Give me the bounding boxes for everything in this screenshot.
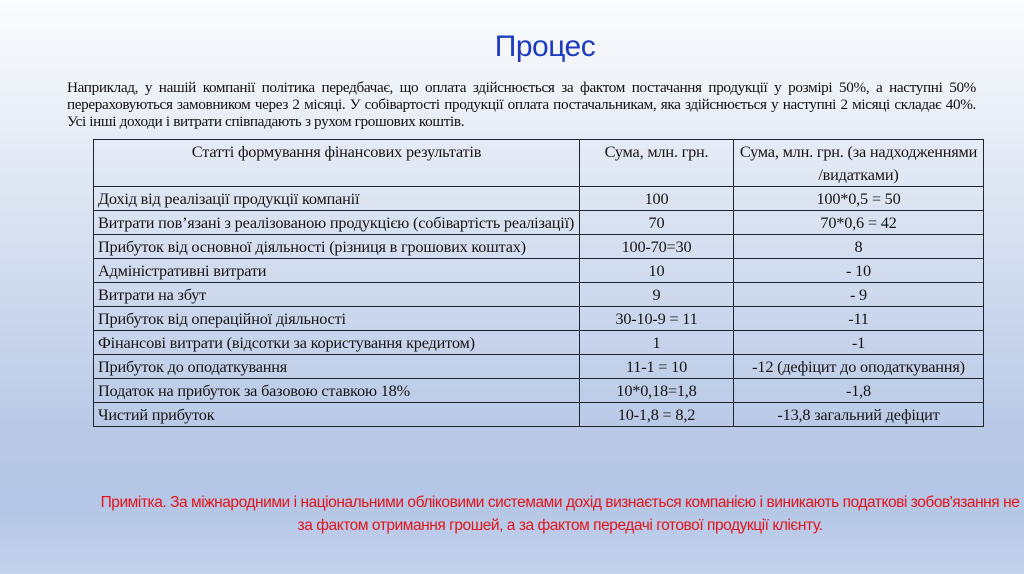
row-sum: 10-1,8 = 8,2 [580, 403, 734, 427]
table-row [94, 187, 984, 211]
row-item: Витрати пов’язані з реалізованою продукцією (собівартість реалізації) [94, 211, 580, 235]
row-item: Прибуток від операційної діяльності [94, 307, 580, 331]
row-sum: 1 [580, 331, 734, 355]
row-cash: -13,8 загальний дефіцит [734, 403, 984, 427]
table-row [94, 211, 984, 235]
table-row [94, 379, 984, 403]
row-sum: 100 [580, 187, 734, 211]
row-item: Фінансові витрати (відсотки за користування кредитом) [94, 331, 580, 355]
row-sum: 100-70=30 [580, 235, 734, 259]
row-cash: 70*0,6 = 42 [734, 211, 984, 235]
table-row [94, 355, 984, 379]
financial-results-table [93, 139, 984, 427]
slide-title: Процес [494, 30, 596, 63]
row-cash: - 9 [734, 283, 984, 307]
row-item: Прибуток від основної діяльності (різниця в грошових коштах) [94, 235, 580, 259]
row-item: Дохід від реалізації продукції компанії [94, 187, 580, 211]
row-item: Чистий прибуток [94, 403, 580, 427]
footnote: Примітка. За міжнародними і національними обліковими системами дохід визнається компанією і виникають податкові зобов'язання не за фактом отримання грошей, а за фактом передачі готової продукції клієнту. [100, 494, 1020, 534]
row-cash: 100*0,5 = 50 [734, 187, 984, 211]
row-cash: -1 [734, 331, 984, 355]
table-row [94, 259, 984, 283]
row-item: Податок на прибуток за базовою ставкою 18% [94, 379, 580, 403]
row-cash: -12 (дефіцит до оподаткування) [734, 355, 984, 379]
row-sum: 10*0,18=1,8 [580, 379, 734, 403]
row-item: Витрати на збут [94, 283, 580, 307]
row-item: Адміністративні витрати [94, 259, 580, 283]
row-sum: 70 [580, 211, 734, 235]
header-sum: Сума, млн. грн. [580, 140, 734, 187]
row-cash: - 10 [734, 259, 984, 283]
row-sum: 10 [580, 259, 734, 283]
row-sum: 9 [580, 283, 734, 307]
row-item: Прибуток до оподаткування [94, 355, 580, 379]
row-cash: -11 [734, 307, 984, 331]
header-cash-sum: Сума, млн. грн. (за надходженнями /видатками) [734, 140, 984, 187]
header-items: Статті формування фінансових результатів [94, 140, 580, 187]
intro-paragraph: Наприклад, у нашій компанії політика передбачає, що оплата здійснюється за фактом постачання продукції у розмірі 50%, а наступні 50% перераховуються замовником через 2 місяці. У собівартості продукції оплата постачальникам, яка здійснюється у наступні 2 місяці складає 40%. Усі інші доходи і витрати співпадають з рухом грошових коштів. [67, 79, 976, 130]
table-header-row [94, 140, 984, 187]
table-row [94, 283, 984, 307]
row-sum: 11-1 = 10 [580, 355, 734, 379]
table-row [94, 235, 984, 259]
row-cash: -1,8 [734, 379, 984, 403]
row-sum: 30-10-9 = 11 [580, 307, 734, 331]
table-row [94, 331, 984, 355]
row-cash: 8 [734, 235, 984, 259]
table-row [94, 403, 984, 427]
table-row [94, 307, 984, 331]
